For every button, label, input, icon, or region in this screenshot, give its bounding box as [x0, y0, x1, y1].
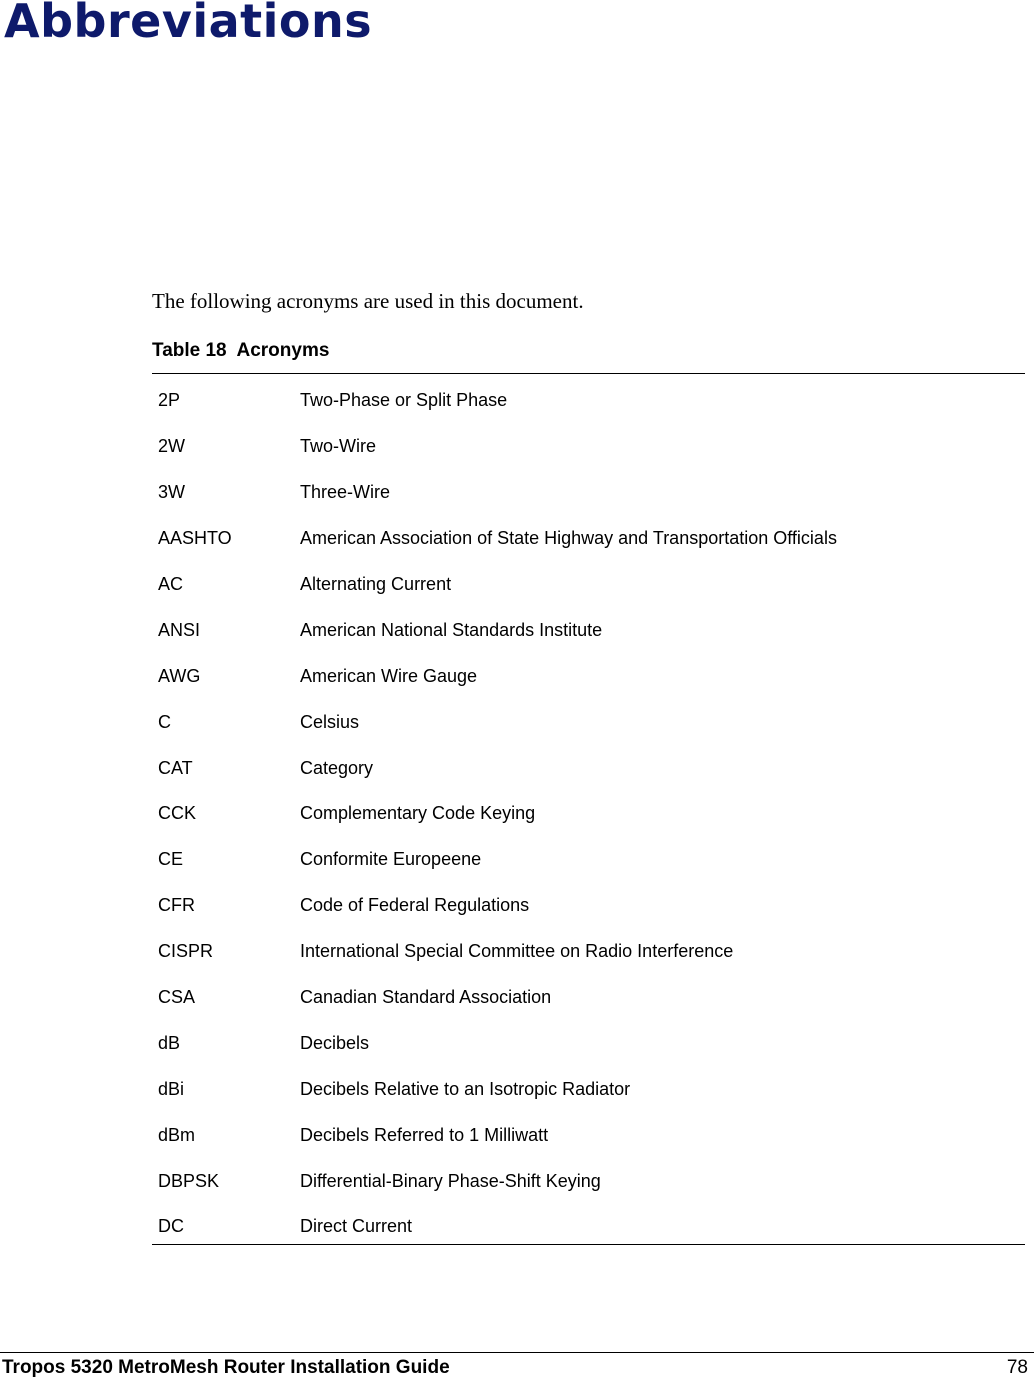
- definition-cell: Direct Current: [300, 1216, 413, 1237]
- acronym-cell: 2P: [158, 390, 181, 411]
- acronym-cell: 3W: [158, 482, 185, 503]
- definition-cell: American Wire Gauge: [300, 665, 478, 686]
- definition-cell: Two-Phase or Split Phase: [300, 390, 508, 411]
- definition-cell: Decibels Referred to 1 Milliwatt: [300, 1124, 549, 1145]
- page-number: 78: [1006, 1357, 1028, 1378]
- acronym-cell: CSA: [158, 987, 196, 1008]
- definition-cell: Conformite Europeene: [300, 849, 482, 870]
- definition-cell: Canadian Standard Association: [300, 987, 552, 1008]
- acronym-cell: dBi: [158, 1078, 185, 1099]
- acronym-cell: 2W: [158, 436, 185, 457]
- table-row: [152, 1204, 1025, 1250]
- table-row: [152, 883, 1025, 929]
- acronym-cell: CCK: [158, 803, 197, 824]
- acronym-cell: dB: [158, 1032, 181, 1053]
- definition-cell: Decibels: [300, 1032, 370, 1053]
- acronym-cell: dBm: [158, 1124, 196, 1145]
- acronym-cell: AWG: [158, 665, 201, 686]
- definition-cell: Two-Wire: [300, 436, 376, 457]
- definition-cell: Category: [300, 757, 374, 778]
- definition-cell: Code of Federal Regulations: [300, 895, 530, 916]
- table-row: [152, 1020, 1025, 1066]
- table-row: [152, 1158, 1025, 1204]
- table-row: [152, 929, 1025, 975]
- acronym-cell: DBPSK: [158, 1170, 220, 1191]
- table-row: [152, 699, 1025, 745]
- table-row: [152, 424, 1025, 470]
- table-row: [152, 791, 1025, 837]
- page-title: Abbreviations: [4, 0, 373, 48]
- table-row: [152, 653, 1025, 699]
- table-row: [152, 1066, 1025, 1112]
- table-row: [152, 607, 1025, 653]
- definition-cell: Celsius: [300, 711, 360, 732]
- acronym-cell: AC: [158, 574, 184, 594]
- acronym-table: [152, 373, 1025, 1245]
- table-row: [152, 378, 1025, 424]
- definition-cell: Complementary Code Keying: [300, 803, 536, 824]
- table-row: [152, 837, 1025, 883]
- acronym-cell: CFR: [158, 895, 195, 916]
- acronym-cell: CE: [158, 849, 184, 870]
- acronym-cell: CAT: [158, 757, 193, 778]
- definition-cell: Decibels Relative to an Isotropic Radiator: [300, 1078, 631, 1099]
- table-row: [152, 745, 1025, 791]
- acronym-cell: ANSI: [158, 619, 201, 640]
- table-row: [152, 516, 1025, 562]
- acronym-cell: CISPR: [158, 941, 214, 962]
- footer-title: Tropos 5320 MetroMesh Router Installation Guide: [2, 1357, 450, 1378]
- table-row: [152, 470, 1025, 516]
- footer-divider: [0, 1352, 1034, 1353]
- definition-cell: Three-Wire: [300, 482, 391, 503]
- definition-cell: American Association of State Highway and Transportation Officials: [300, 528, 837, 549]
- table-row: [152, 975, 1025, 1021]
- definition-cell: American National Standards Institute: [300, 619, 603, 640]
- table-row: [152, 1112, 1025, 1158]
- definition-cell: Alternating Current: [300, 574, 452, 594]
- definition-cell: International Special Committee on Radio Interference: [300, 941, 734, 962]
- acronym-cell: DC: [158, 1216, 184, 1237]
- acronym-cell: C: [158, 711, 171, 732]
- definition-cell: Differential-Binary Phase-Shift Keying: [300, 1170, 601, 1191]
- table-row: [152, 562, 1025, 608]
- table-caption: Table 18 Acronyms: [152, 340, 330, 361]
- intro-paragraph: The following acronyms are used in this document.: [152, 289, 584, 313]
- acronym-cell: AASHTO: [158, 528, 232, 549]
